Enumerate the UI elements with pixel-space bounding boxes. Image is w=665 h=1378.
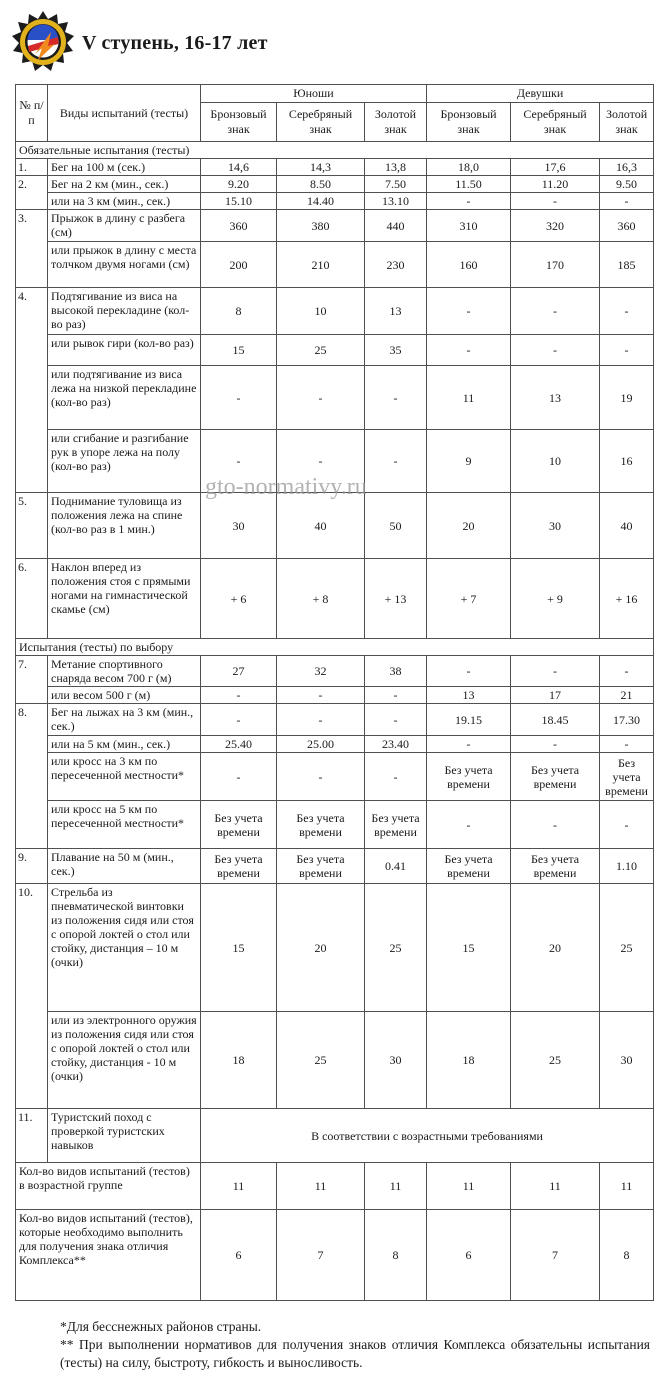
- value-boys-silver: 210: [277, 242, 365, 288]
- value-boys-silver: 32: [277, 656, 365, 687]
- row-name: или кросс на 5 км по пересеченной местности*: [48, 801, 201, 849]
- header-girls-gold: Золотой знак: [600, 103, 654, 142]
- value-boys-gold: + 13: [365, 559, 427, 639]
- table-row: [16, 193, 654, 210]
- value-boys-silver: 20: [277, 884, 365, 1012]
- gto-logo-icon: [11, 10, 75, 74]
- row-name: Поднимание туловища из положения лежа на спине (кол-во раз в 1 мин.): [48, 493, 201, 559]
- value-boys-bronze: -: [201, 366, 277, 430]
- value-boys-gold: 440: [365, 210, 427, 242]
- value-girls-gold: 11: [600, 1163, 654, 1210]
- value-boys-gold: 13,8: [365, 159, 427, 176]
- section-label: Испытания (тесты) по выбору: [16, 639, 654, 656]
- table-row: [16, 1210, 654, 1301]
- value-girls-bronze: 18: [427, 1012, 511, 1109]
- value-boys-silver: + 8: [277, 559, 365, 639]
- value-girls-bronze: -: [427, 335, 511, 366]
- value-girls-bronze: 6: [427, 1210, 511, 1301]
- value-girls-silver: -: [511, 801, 600, 849]
- row-name: Бег на лыжах на 3 км (мин., сек.): [48, 704, 201, 736]
- value-girls-silver: 7: [511, 1210, 600, 1301]
- value-girls-gold: Без учета времени: [600, 753, 654, 801]
- row-name: или прыжок в длину с места толчком двумя ногами (см): [48, 242, 201, 288]
- row-name: или весом 500 г (м): [48, 687, 201, 704]
- row-number: 9.: [16, 849, 48, 884]
- value-boys-gold: -: [365, 366, 427, 430]
- watermark: gto-normativy.ru: [205, 474, 367, 500]
- table-row: [16, 366, 654, 430]
- table-row: [16, 656, 654, 687]
- value-girls-gold: -: [600, 335, 654, 366]
- value-boys-bronze: 30: [201, 493, 277, 559]
- row-name: Наклон вперед из положения стоя с прямыми ногами на гимнастической скамье (см): [48, 559, 201, 639]
- value-boys-bronze: 15: [201, 335, 277, 366]
- value-girls-gold: 30: [600, 1012, 654, 1109]
- value-girls-silver: 17: [511, 687, 600, 704]
- value-girls-bronze: 19.15: [427, 704, 511, 736]
- section-row-optional: [16, 639, 654, 656]
- row-number: 10.: [16, 884, 48, 1109]
- value-girls-gold: 360: [600, 210, 654, 242]
- section-label: Обязательные испытания (тесты): [16, 142, 654, 159]
- value-girls-gold: 17.30: [600, 704, 654, 736]
- value-girls-gold: 185: [600, 242, 654, 288]
- row-name: или на 3 км (мин., сек.): [48, 193, 201, 210]
- value-boys-bronze: 360: [201, 210, 277, 242]
- table-row: [16, 430, 654, 493]
- value-boys-bronze: Без учета времени: [201, 849, 277, 884]
- table-row: [16, 704, 654, 736]
- header-girls-bronze: Бронзовый знак: [427, 103, 511, 142]
- value-girls-gold: -: [600, 736, 654, 753]
- row-number: 11.: [16, 1109, 48, 1163]
- value-girls-gold: 25: [600, 884, 654, 1012]
- value-boys-silver: 40: [277, 493, 365, 559]
- header-boys-gold: Золотой знак: [365, 103, 427, 142]
- row-number: 5.: [16, 493, 48, 559]
- value-boys-gold: 7.50: [365, 176, 427, 193]
- page-header: [0, 0, 665, 84]
- value-girls-silver: -: [511, 736, 600, 753]
- value-boys-silver: 14,3: [277, 159, 365, 176]
- row-name: Подтягивание из виса на высокой перекладине (кол-во раз): [48, 288, 201, 335]
- value-girls-bronze: 15: [427, 884, 511, 1012]
- footnote-snowless: *Для бесснежных районов страны.: [60, 1319, 262, 1334]
- footnotes: [40, 1318, 650, 1372]
- row-name: Бег на 100 м (сек.): [48, 159, 201, 176]
- row-name: Прыжок в длину с разбега (см): [48, 210, 201, 242]
- footnote-mandatory-tests: ** При выполнении нормативов для получения знаков отличия Комплекса обязательны испытания (тесты) на силу, быстроту, гибкость и выносливость.: [60, 1337, 650, 1370]
- row-name: или рывок гири (кол-во раз): [48, 335, 201, 366]
- row-name: или на 5 км (мин., сек.): [48, 736, 201, 753]
- row-name: Бег на 2 км (мин., сек.): [48, 176, 201, 193]
- table-row: [16, 493, 654, 559]
- value-girls-gold: 19: [600, 366, 654, 430]
- value-girls-silver: 10: [511, 430, 600, 493]
- row-number: 1.: [16, 159, 48, 176]
- row-name: или кросс на 3 км по пересеченной местности*: [48, 753, 201, 801]
- value-boys-bronze: 25.40: [201, 736, 277, 753]
- value-boys-gold: 230: [365, 242, 427, 288]
- row-name: Метание спортивного снаряда весом 700 г (м): [48, 656, 201, 687]
- value-boys-gold: -: [365, 753, 427, 801]
- row-name: Стрельба из пневматической винтовки из положения сидя или стоя с опорой локтей о стол или стойку, дистанция – 10 м (очки): [48, 884, 201, 1012]
- value-girls-silver: 13: [511, 366, 600, 430]
- value-girls-bronze: 13: [427, 687, 511, 704]
- value-girls-silver: 25: [511, 1012, 600, 1109]
- row-name: Туристский поход с проверкой туристских навыков: [48, 1109, 201, 1163]
- table-row: [16, 687, 654, 704]
- table-row: [16, 849, 654, 884]
- value-girls-silver: 17,6: [511, 159, 600, 176]
- page-title: V ступень, 16-17 лет: [82, 32, 268, 54]
- table-row: [16, 335, 654, 366]
- value-girls-silver: -: [511, 288, 600, 335]
- value-girls-gold: + 16: [600, 559, 654, 639]
- value-girls-gold: 40: [600, 493, 654, 559]
- norms-table: [15, 84, 654, 1301]
- value-girls-silver: 11: [511, 1163, 600, 1210]
- value-boys-gold: 13: [365, 288, 427, 335]
- value-boys-gold: 50: [365, 493, 427, 559]
- value-boys-gold: -: [365, 704, 427, 736]
- table-body: [16, 85, 654, 1301]
- value-boys-gold: -: [365, 430, 427, 493]
- value-girls-silver: -: [511, 335, 600, 366]
- value-girls-silver: 11.20: [511, 176, 600, 193]
- value-girls-silver: 30: [511, 493, 600, 559]
- table-row: [16, 884, 654, 1012]
- header-girls-silver: Серебряный знак: [511, 103, 600, 142]
- value-boys-silver: 25: [277, 335, 365, 366]
- row-number: 3.: [16, 210, 48, 288]
- value-boys-gold: 13.10: [365, 193, 427, 210]
- value-girls-gold: 16: [600, 430, 654, 493]
- value-boys-silver: 11: [277, 1163, 365, 1210]
- value-boys-bronze: 9.20: [201, 176, 277, 193]
- value-girls-bronze: -: [427, 193, 511, 210]
- table-row: [16, 736, 654, 753]
- value-boys-gold: 8: [365, 1210, 427, 1301]
- value-boys-bronze: 27: [201, 656, 277, 687]
- value-girls-silver: 320: [511, 210, 600, 242]
- value-girls-bronze: 18,0: [427, 159, 511, 176]
- header-girls: Девушки: [427, 85, 654, 103]
- value-boys-bronze: 11: [201, 1163, 277, 1210]
- value-boys-gold: 35: [365, 335, 427, 366]
- value-girls-silver: Без учета времени: [511, 753, 600, 801]
- row-name: или сгибание и разгибание рук в упоре лежа на полу (кол-во раз): [48, 430, 201, 493]
- value-girls-silver: 170: [511, 242, 600, 288]
- value-boys-gold: 30: [365, 1012, 427, 1109]
- table-row: [16, 559, 654, 639]
- value-boys-silver: Без учета времени: [277, 801, 365, 849]
- value-boys-gold: 23.40: [365, 736, 427, 753]
- header-boys-silver: Серебряный знак: [277, 103, 365, 142]
- value-girls-bronze: 11.50: [427, 176, 511, 193]
- header-boys: Юноши: [201, 85, 427, 103]
- value-boys-silver: 380: [277, 210, 365, 242]
- value-boys-bronze: Без учета времени: [201, 801, 277, 849]
- value-girls-silver: Без учета времени: [511, 849, 600, 884]
- table-row: [16, 1109, 654, 1163]
- row-name: Плавание на 50 м (мин., сек.): [48, 849, 201, 884]
- value-boys-silver: 10: [277, 288, 365, 335]
- value-boys-silver: -: [277, 366, 365, 430]
- row-number: 2.: [16, 176, 48, 210]
- row-number: 6.: [16, 559, 48, 639]
- value-girls-bronze: 310: [427, 210, 511, 242]
- value-boys-silver: 8.50: [277, 176, 365, 193]
- value-girls-gold: -: [600, 656, 654, 687]
- value-girls-gold: -: [600, 193, 654, 210]
- value-boys-bronze: -: [201, 753, 277, 801]
- value-girls-gold: 9.50: [600, 176, 654, 193]
- value-boys-gold: 38: [365, 656, 427, 687]
- value-girls-gold: -: [600, 801, 654, 849]
- value-girls-bronze: -: [427, 656, 511, 687]
- value-boys-silver: 7: [277, 1210, 365, 1301]
- value-boys-bronze: -: [201, 430, 277, 493]
- value-girls-bronze: -: [427, 288, 511, 335]
- value-boys-silver: 25.00: [277, 736, 365, 753]
- value-girls-bronze: + 7: [427, 559, 511, 639]
- row-name: или подтягивание из виса лежа на низкой перекладине (кол-во раз): [48, 366, 201, 430]
- value-girls-gold: 1.10: [600, 849, 654, 884]
- value-girls-bronze: -: [427, 801, 511, 849]
- table-row: [16, 176, 654, 193]
- header-name: Виды испытаний (тесты): [48, 85, 201, 142]
- value-boys-bronze: 200: [201, 242, 277, 288]
- value-boys-silver: Без учета времени: [277, 849, 365, 884]
- table-row: [16, 210, 654, 242]
- table-row: [16, 801, 654, 849]
- value-girls-bronze: Без учета времени: [427, 753, 511, 801]
- header-num: № п/п: [16, 85, 48, 142]
- value-boys-silver: 14.40: [277, 193, 365, 210]
- header-row-top: [16, 85, 654, 103]
- value-boys-gold: -: [365, 687, 427, 704]
- value-boys-bronze: 15.10: [201, 193, 277, 210]
- value-boys-bronze: -: [201, 687, 277, 704]
- value-girls-silver: -: [511, 656, 600, 687]
- value-boys-gold: 25: [365, 884, 427, 1012]
- value-boys-bronze: 6: [201, 1210, 277, 1301]
- value-girls-bronze: Без учета времени: [427, 849, 511, 884]
- value-girls-gold: 8: [600, 1210, 654, 1301]
- row-name: Кол-во видов испытаний (тестов), которые необходимо выполнить для получения знака отличия Комплекса**: [16, 1210, 201, 1301]
- row-name: или из электронного оружия из положения сидя или стоя с опорой локтей о стол или стойку, дистанция - 10 м (очки): [48, 1012, 201, 1109]
- value-girls-silver: 20: [511, 884, 600, 1012]
- value-boys-silver: -: [277, 687, 365, 704]
- header-boys-bronze: Бронзовый знак: [201, 103, 277, 142]
- value-girls-silver: 18.45: [511, 704, 600, 736]
- section-row-mandatory: [16, 142, 654, 159]
- merged-value: В соответствии с возрастными требованиями: [201, 1109, 654, 1163]
- value-girls-bronze: 11: [427, 366, 511, 430]
- table-row: [16, 1012, 654, 1109]
- table-row: [16, 242, 654, 288]
- table-row: [16, 288, 654, 335]
- value-girls-bronze: -: [427, 736, 511, 753]
- value-boys-gold: 0.41: [365, 849, 427, 884]
- row-name: Кол-во видов испытаний (тестов) в возрастной группе: [16, 1163, 201, 1210]
- value-boys-bronze: 8: [201, 288, 277, 335]
- row-number: 8.: [16, 704, 48, 849]
- table-row: [16, 1163, 654, 1210]
- value-girls-gold: 21: [600, 687, 654, 704]
- value-boys-bronze: + 6: [201, 559, 277, 639]
- value-boys-gold: Без учета времени: [365, 801, 427, 849]
- value-boys-silver: -: [277, 753, 365, 801]
- value-boys-silver: -: [277, 704, 365, 736]
- value-boys-silver: 25: [277, 1012, 365, 1109]
- value-boys-bronze: -: [201, 704, 277, 736]
- value-girls-bronze: 11: [427, 1163, 511, 1210]
- value-girls-silver: + 9: [511, 559, 600, 639]
- value-boys-bronze: 14,6: [201, 159, 277, 176]
- value-girls-bronze: 20: [427, 493, 511, 559]
- value-girls-gold: -: [600, 288, 654, 335]
- value-boys-bronze: 15: [201, 884, 277, 1012]
- row-number: 7.: [16, 656, 48, 704]
- value-boys-gold: 11: [365, 1163, 427, 1210]
- row-number: 4.: [16, 288, 48, 493]
- value-boys-bronze: 18: [201, 1012, 277, 1109]
- value-girls-gold: 16,3: [600, 159, 654, 176]
- value-girls-bronze: 160: [427, 242, 511, 288]
- value-girls-bronze: 9: [427, 430, 511, 493]
- table-row: [16, 753, 654, 801]
- value-girls-silver: -: [511, 193, 600, 210]
- value-boys-silver: -: [277, 430, 365, 493]
- table-row: [16, 159, 654, 176]
